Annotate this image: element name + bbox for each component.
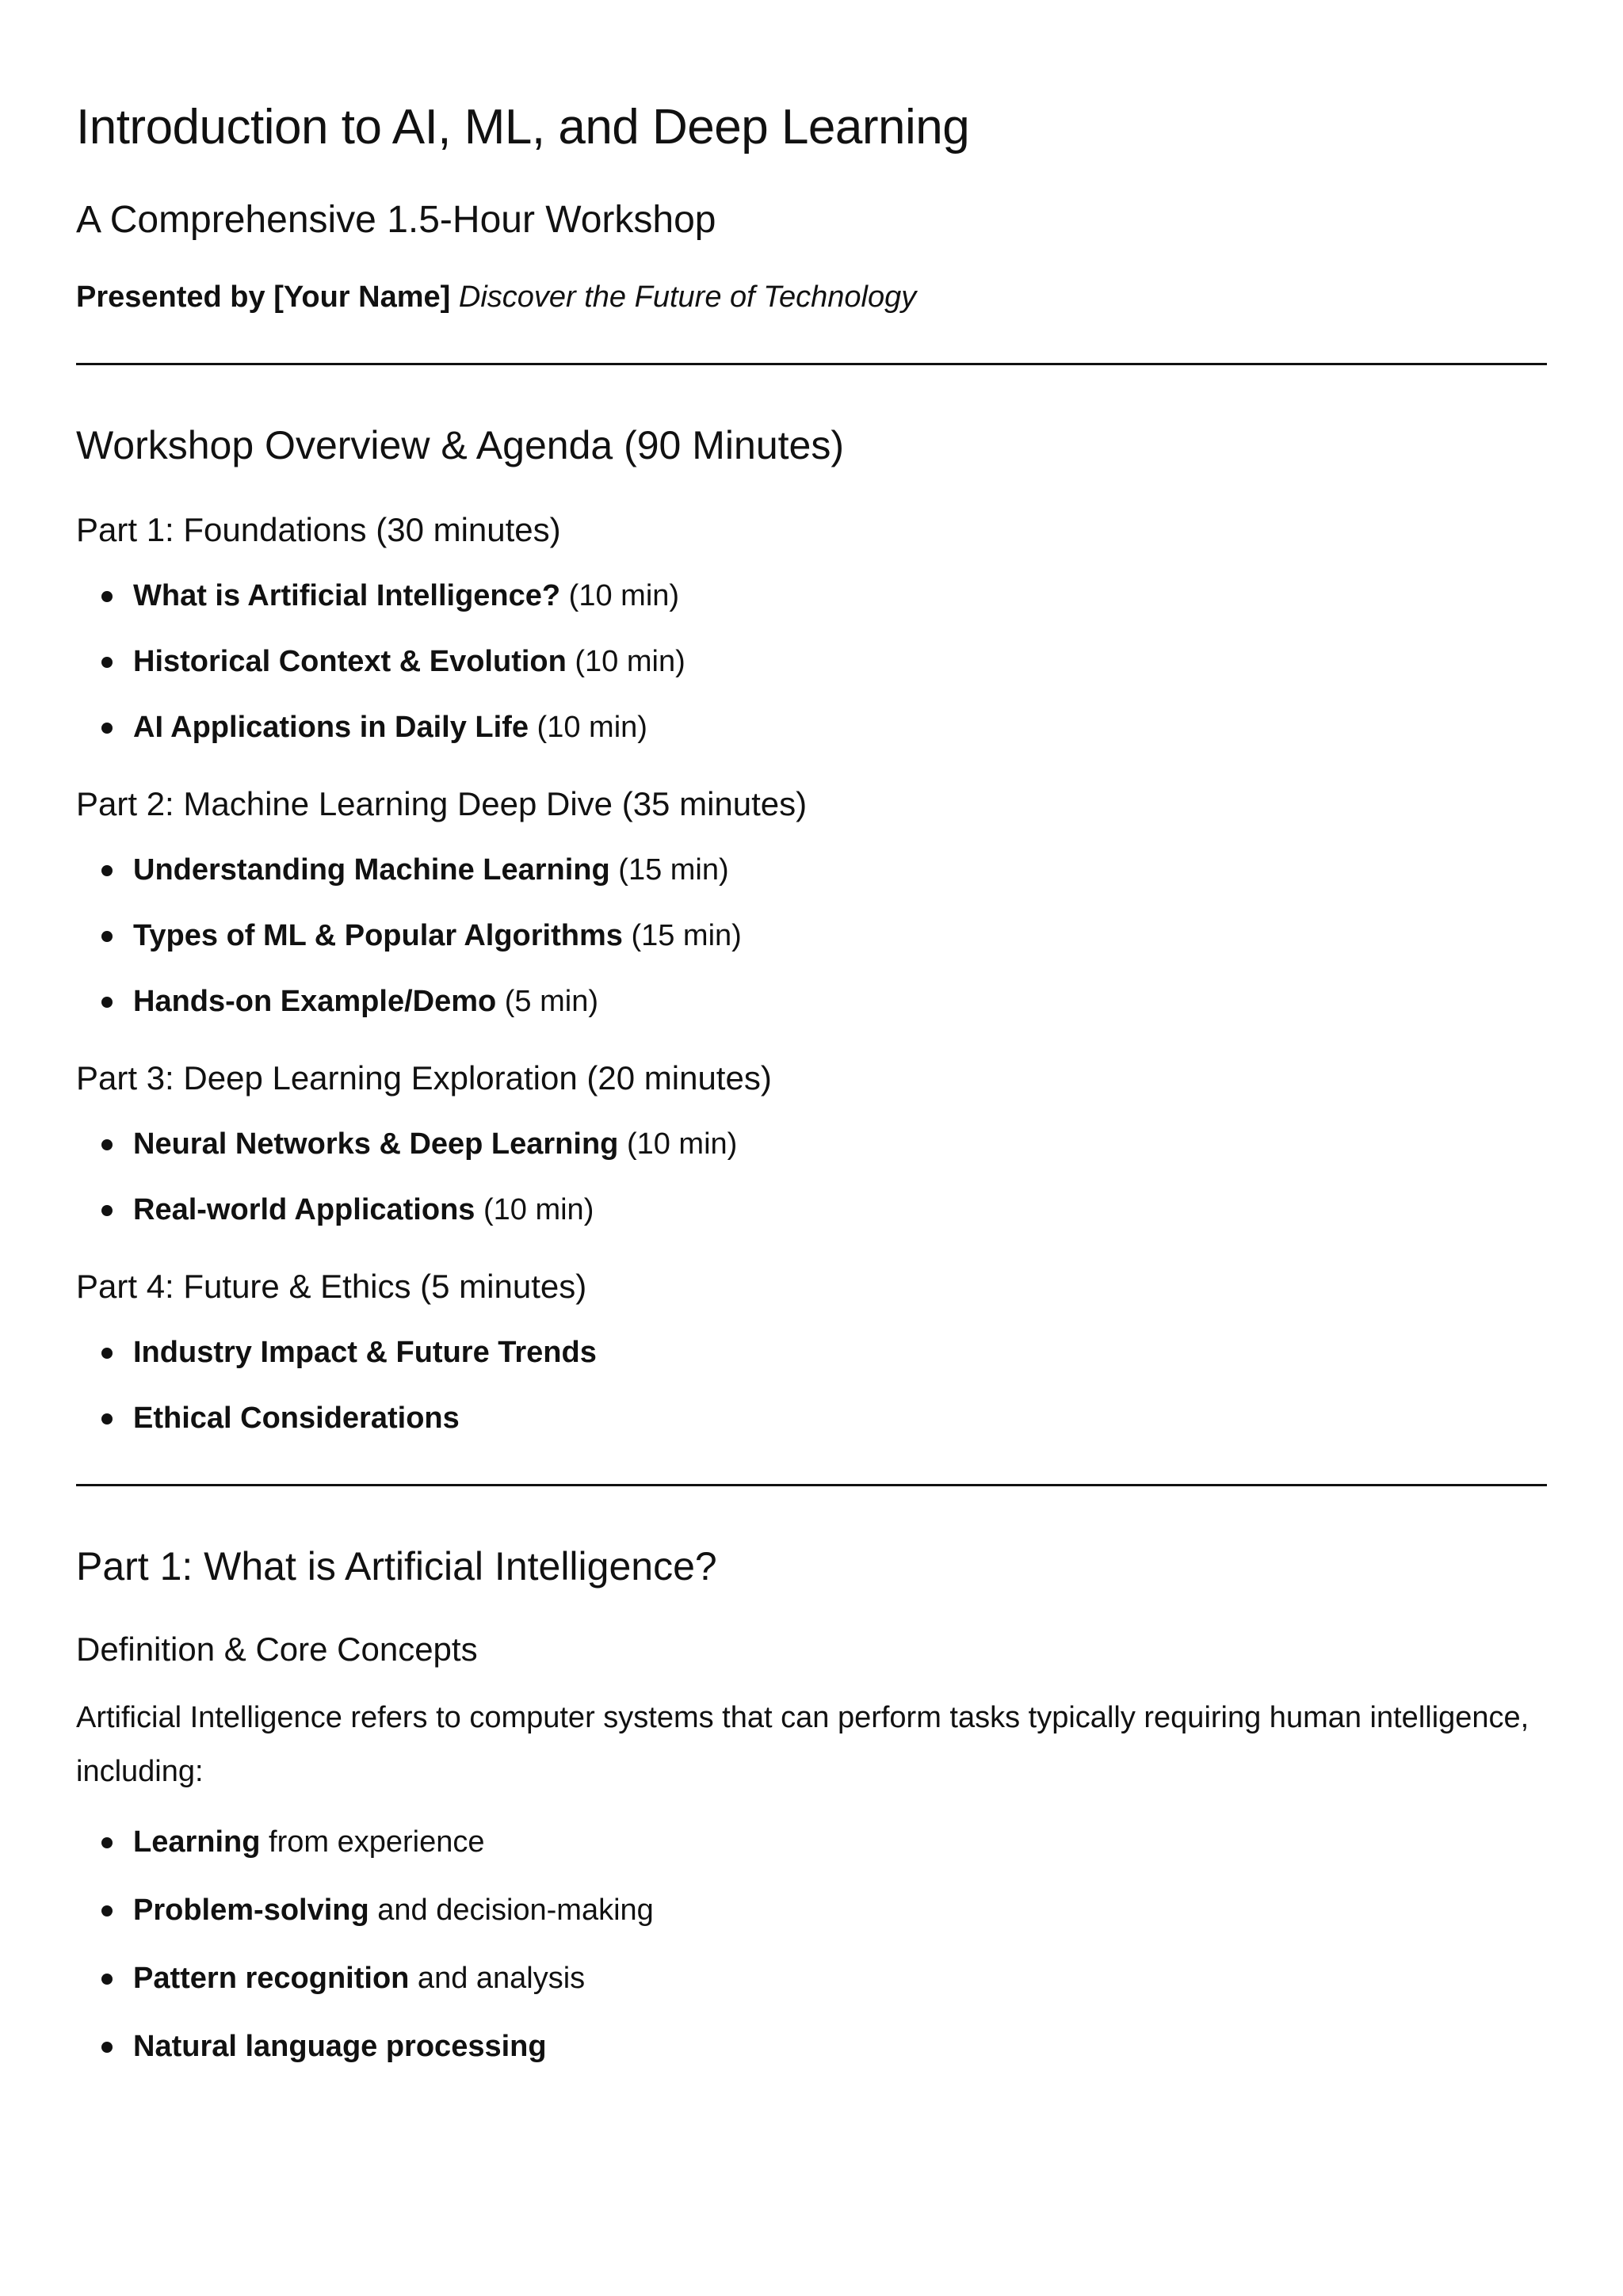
item-topic: AI Applications in Daily Life	[133, 711, 529, 744]
divider	[76, 363, 1547, 365]
capability-detail: and analysis	[409, 1962, 586, 1995]
capability-term: Problem-solving	[133, 1894, 369, 1927]
bullet-icon	[101, 1205, 113, 1216]
list-item	[133, 576, 1547, 616]
item-duration: (10 min)	[475, 1193, 594, 1226]
bullet-icon	[101, 657, 113, 668]
list-item	[133, 1822, 1547, 1862]
bullet-icon	[101, 997, 113, 1008]
agenda-part-4-title: Part 4: Future & Ethics (5 minutes)	[76, 1268, 587, 1305]
part1-subheading: Definition & Core Concepts	[76, 1630, 478, 1668]
capability-term: Natural language processing	[133, 2030, 547, 2063]
list-item	[133, 916, 1547, 955]
capability-term: Pattern recognition	[133, 1962, 410, 1995]
ai-definition-paragraph: Artificial Intelligence refers to computer systems that can perform tasks typically requiring human intelligence, including:	[76, 1701, 1529, 1788]
item-duration: (10 min)	[618, 1127, 738, 1161]
list-item	[133, 1890, 1547, 1930]
item-topic: Industry Impact & Future Trends	[133, 1336, 597, 1369]
list-item	[133, 2027, 1547, 2066]
list-item	[133, 707, 1547, 747]
bullet-icon	[101, 931, 113, 942]
ai-capabilities-list	[76, 1822, 1547, 2066]
item-duration: (5 min)	[496, 985, 599, 1018]
item-topic: Understanding Machine Learning	[133, 853, 610, 887]
item-topic: Real-world Applications	[133, 1193, 475, 1226]
document-subtitle: A Comprehensive 1.5-Hour Workshop	[76, 199, 716, 241]
list-item	[133, 1190, 1547, 1230]
capability-term: Learning	[133, 1825, 261, 1859]
bullet-icon	[101, 1348, 113, 1359]
item-topic: Types of ML & Popular Algorithms	[133, 919, 623, 952]
bullet-icon	[101, 1905, 113, 1917]
item-topic: Ethical Considerations	[133, 1402, 460, 1435]
capability-detail: from experience	[260, 1825, 485, 1859]
list-item	[133, 1124, 1547, 1164]
bullet-icon	[101, 1413, 113, 1425]
bullet-icon	[101, 723, 113, 734]
document-tagline: Discover the Future of Technology	[458, 280, 917, 314]
list-item	[133, 1958, 1547, 1998]
item-topic: What is Artificial Intelligence?	[133, 579, 561, 612]
item-duration: (10 min)	[529, 711, 647, 744]
presenter-name: Presented by [Your Name]	[76, 280, 451, 314]
item-topic: Hands-on Example/Demo	[133, 985, 497, 1018]
bullet-icon	[101, 1139, 113, 1150]
item-duration: (15 min)	[609, 853, 729, 887]
document-title: Introduction to AI, ML, and Deep Learning	[76, 100, 970, 154]
list-item	[133, 850, 1547, 890]
presenter-line	[76, 277, 1547, 317]
bullet-icon	[101, 591, 113, 602]
bullet-icon	[101, 2042, 113, 2053]
divider	[76, 1484, 1547, 1486]
agenda-part-1-list	[76, 576, 1547, 747]
overview-heading: Workshop Overview & Agenda (90 Minutes)	[76, 423, 844, 467]
agenda-part-2-title: Part 2: Machine Learning Deep Dive (35 minutes)	[76, 785, 808, 822]
bullet-icon	[101, 1837, 113, 1848]
list-item	[133, 1333, 1547, 1372]
item-duration: (10 min)	[560, 579, 680, 612]
agenda-part-1-title: Part 1: Foundations (30 minutes)	[76, 511, 561, 548]
item-duration: (15 min)	[622, 919, 742, 952]
capability-detail: and decision-making	[369, 1894, 654, 1927]
list-item	[133, 1398, 1547, 1438]
item-duration: (10 min)	[566, 645, 685, 678]
item-topic: Historical Context & Evolution	[133, 645, 567, 678]
list-item	[133, 642, 1547, 681]
bullet-icon	[101, 1974, 113, 1985]
part1-heading: Part 1: What is Artificial Intelligence?	[76, 1544, 717, 1589]
agenda-part-4-list	[76, 1333, 1547, 1438]
agenda-part-3-title: Part 3: Deep Learning Exploration (20 minutes)	[76, 1059, 772, 1097]
list-item	[133, 982, 1547, 1021]
bullet-icon	[101, 865, 113, 876]
item-topic: Neural Networks & Deep Learning	[133, 1127, 619, 1161]
agenda-part-3-list	[76, 1124, 1547, 1230]
agenda-part-2-list	[76, 850, 1547, 1021]
